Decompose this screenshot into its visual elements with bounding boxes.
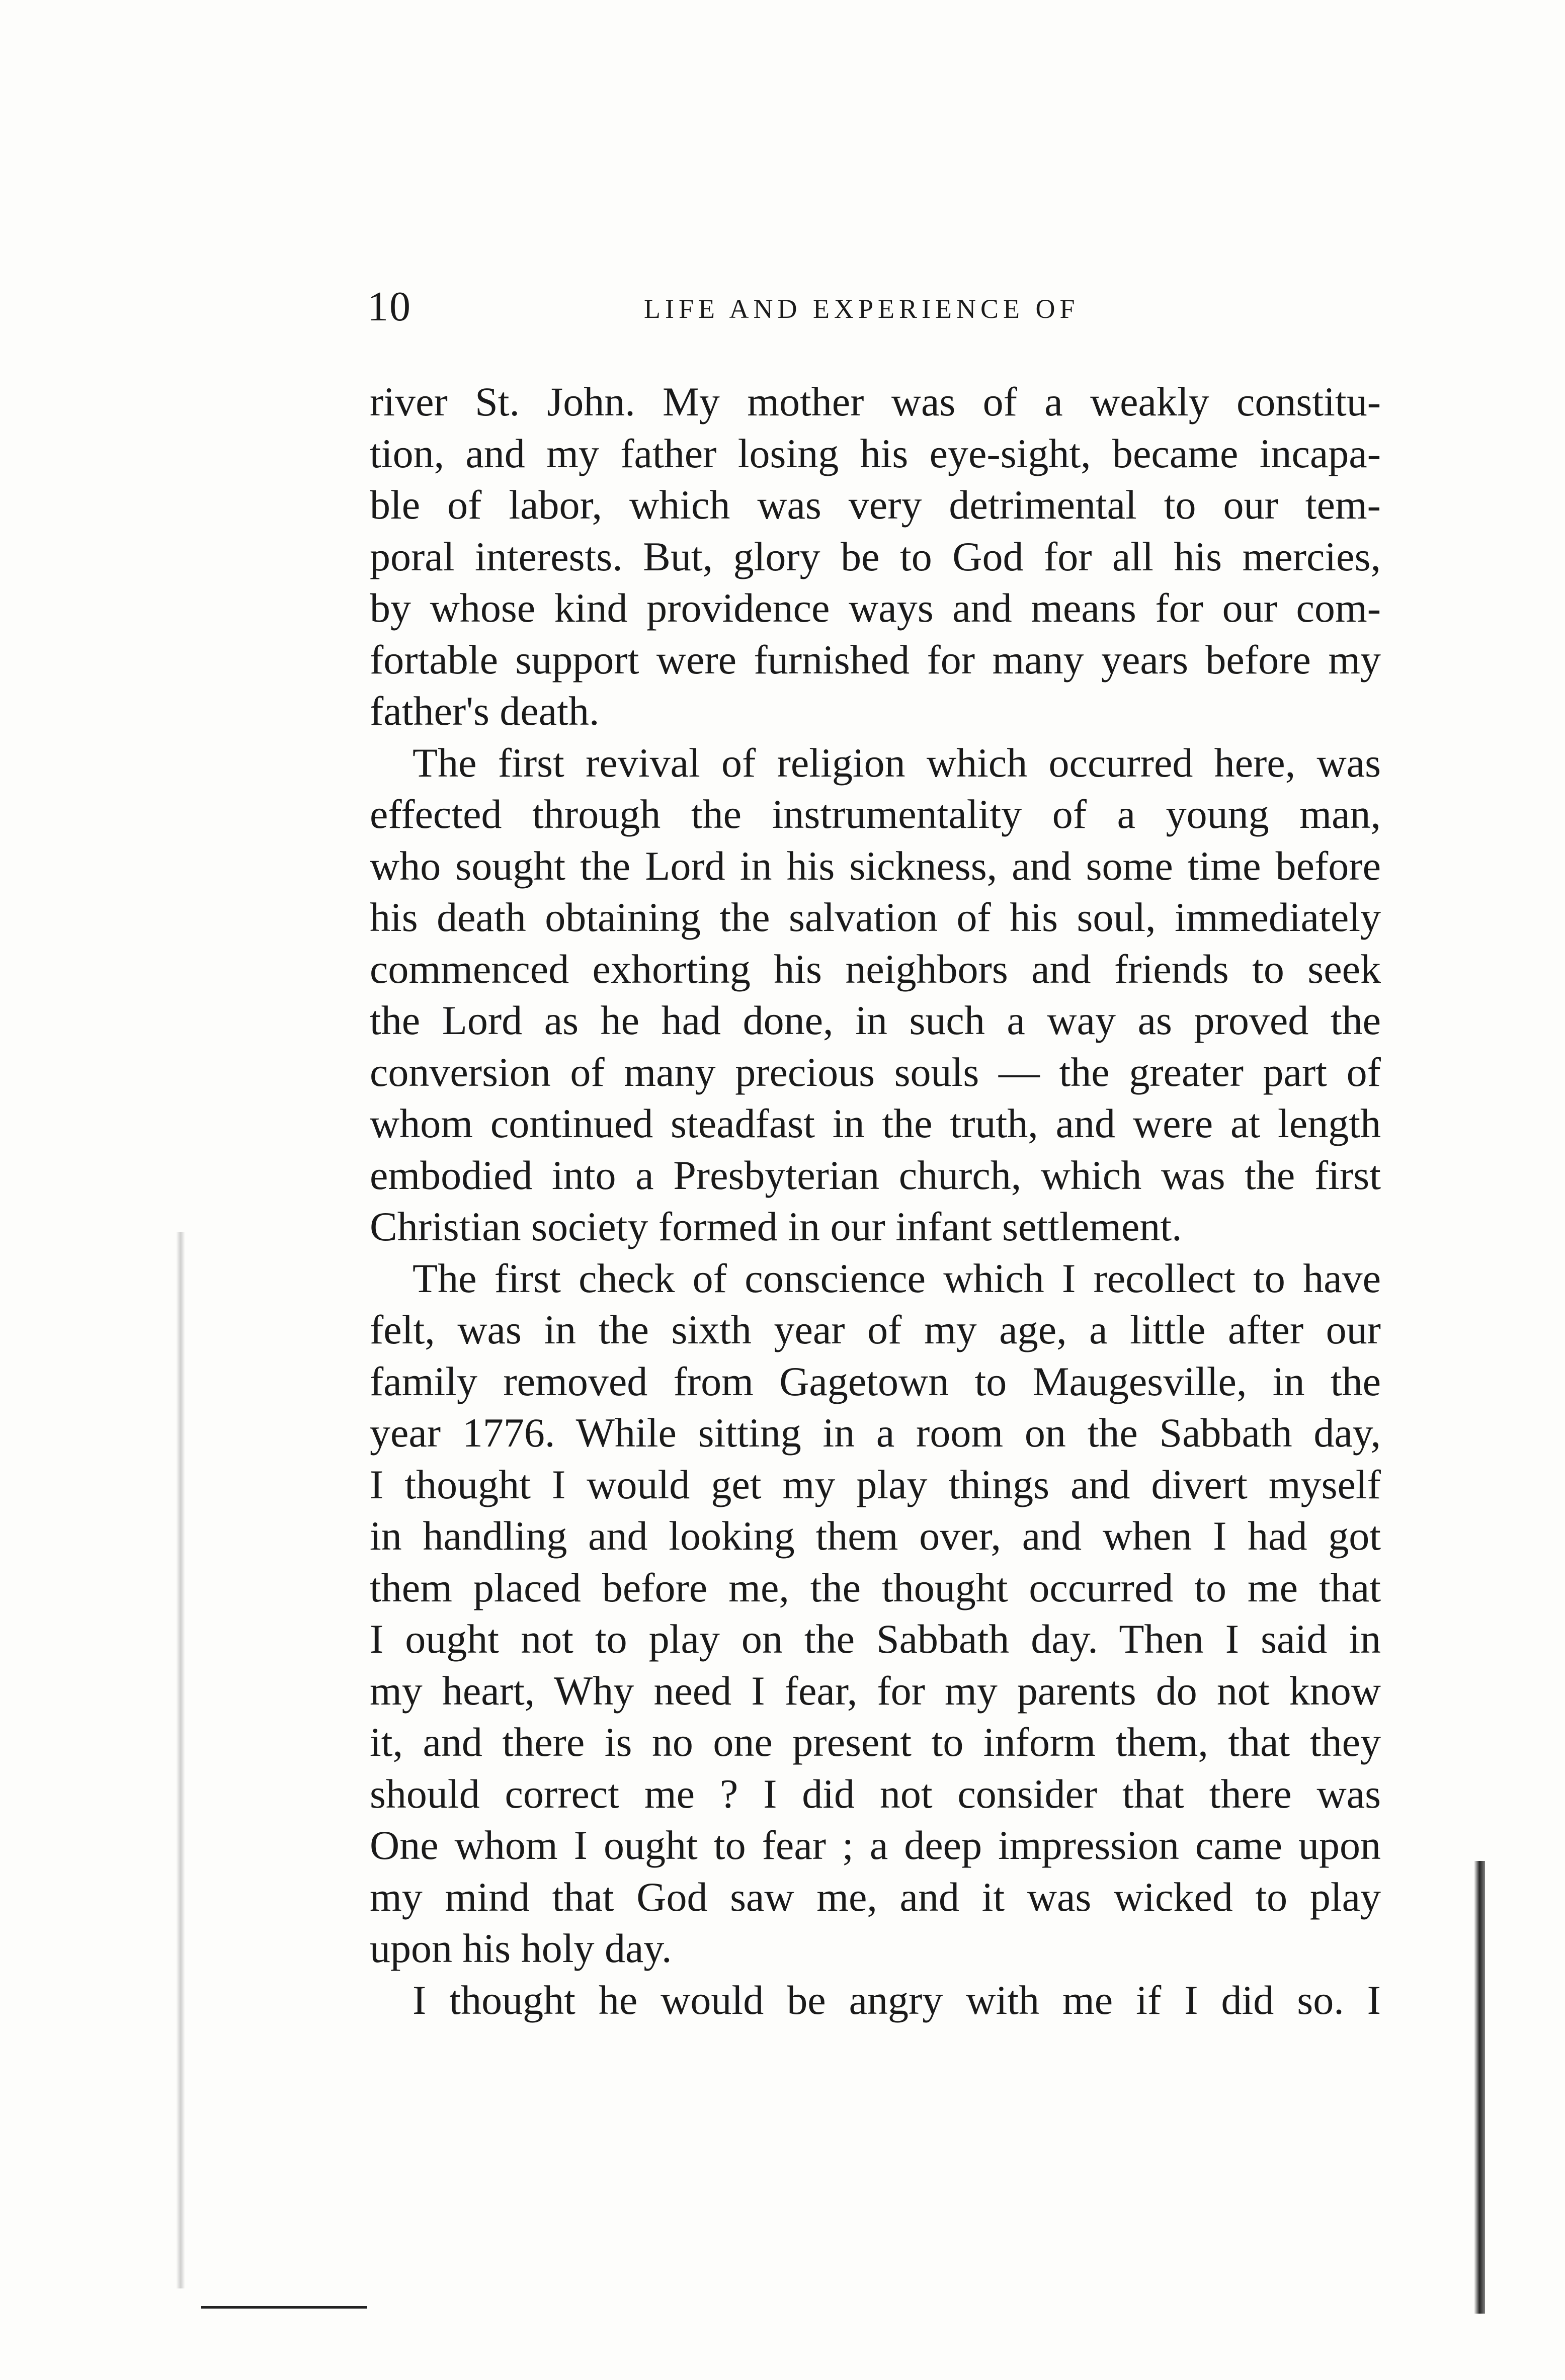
text-line: One whom I ought to fear ; a deep impression came upon	[370, 1822, 1381, 1868]
text-line: in handling and looking them over, and when I had got	[370, 1513, 1381, 1559]
text-line: them placed before me, the thought occurred to me that	[370, 1564, 1381, 1610]
text-line: who sought the Lord in his sickness, and some time before	[370, 842, 1381, 889]
text-line: his death obtaining the salvation of his soul, immediately	[370, 894, 1381, 940]
text-line: The first revival of religion which occurred here, was	[413, 739, 1381, 786]
text-line: whom continued steadfast in the truth, and were at length	[370, 1100, 1381, 1146]
scan-artifact-line	[201, 2306, 367, 2309]
text-line: year 1776. While sitting in a room on the Sabbath day,	[370, 1410, 1381, 1456]
text-line: I thought I would get my play things and divert myself	[370, 1461, 1381, 1507]
text-line: the Lord as he had done, in such a way as proved the	[370, 997, 1381, 1043]
running-head: LIFE AND EXPERIENCE OF	[644, 294, 1080, 324]
body-text	[370, 376, 1381, 2026]
page-header	[367, 282, 1393, 337]
text-line: Christian society formed in our infant settlement.	[370, 1204, 1182, 1249]
paragraph-2	[370, 737, 1381, 1253]
page-number: 10	[367, 283, 411, 330]
text-line: I thought he would be angry with me if I did so. I	[413, 1977, 1381, 2023]
text-line: it, and there is no one present to inform them, that they	[370, 1719, 1381, 1765]
text-line: embodied into a Presbyterian church, which was the first	[370, 1152, 1381, 1198]
text-line: ble of labor, which was very detrimental to our tem-	[370, 482, 1381, 528]
text-line: my heart, Why need I fear, for my parents do not know	[370, 1667, 1381, 1714]
text-line: fortable support were furnished for many years before my	[370, 636, 1381, 683]
text-line: my mind that God saw me, and it was wicked to play	[370, 1874, 1381, 1920]
text-line: commenced exhorting his neighbors and friends to seek	[370, 946, 1381, 992]
paragraph-3	[370, 1253, 1381, 1975]
text-line: should correct me ? I did not consider that there was	[370, 1770, 1381, 1817]
text-line: tion, and my father losing his eye-sight, became incapa-	[370, 430, 1381, 476]
text-line: felt, was in the sixth year of my age, a little after our	[370, 1307, 1381, 1352]
text-line: family removed from Gagetown to Maugesville, in the	[370, 1358, 1381, 1404]
text-line: by whose kind providence ways and means for our com-	[370, 585, 1381, 631]
text-line: poral interests. But, glory be to God for all his mercies,	[370, 533, 1381, 579]
text-line: The first check of conscience which I recollect to have	[413, 1255, 1381, 1301]
paragraph-4	[370, 1975, 1381, 2026]
text-line: effected through the instrumentality of a young man,	[370, 791, 1381, 837]
binding-gutter-shadow	[176, 1232, 185, 2288]
paragraph-1	[370, 376, 1381, 737]
text-line: father's death.	[370, 688, 600, 734]
text-line: I ought not to play on the Sabbath day. Then I said in	[370, 1616, 1381, 1662]
text-line: upon his holy day.	[370, 1925, 672, 1971]
text-line: river St. John. My mother was of a weakly constitu-	[370, 379, 1381, 424]
page-edge-shadow	[1474, 1861, 1485, 2314]
text-line: conversion of many precious souls — the greater part of	[370, 1049, 1381, 1095]
